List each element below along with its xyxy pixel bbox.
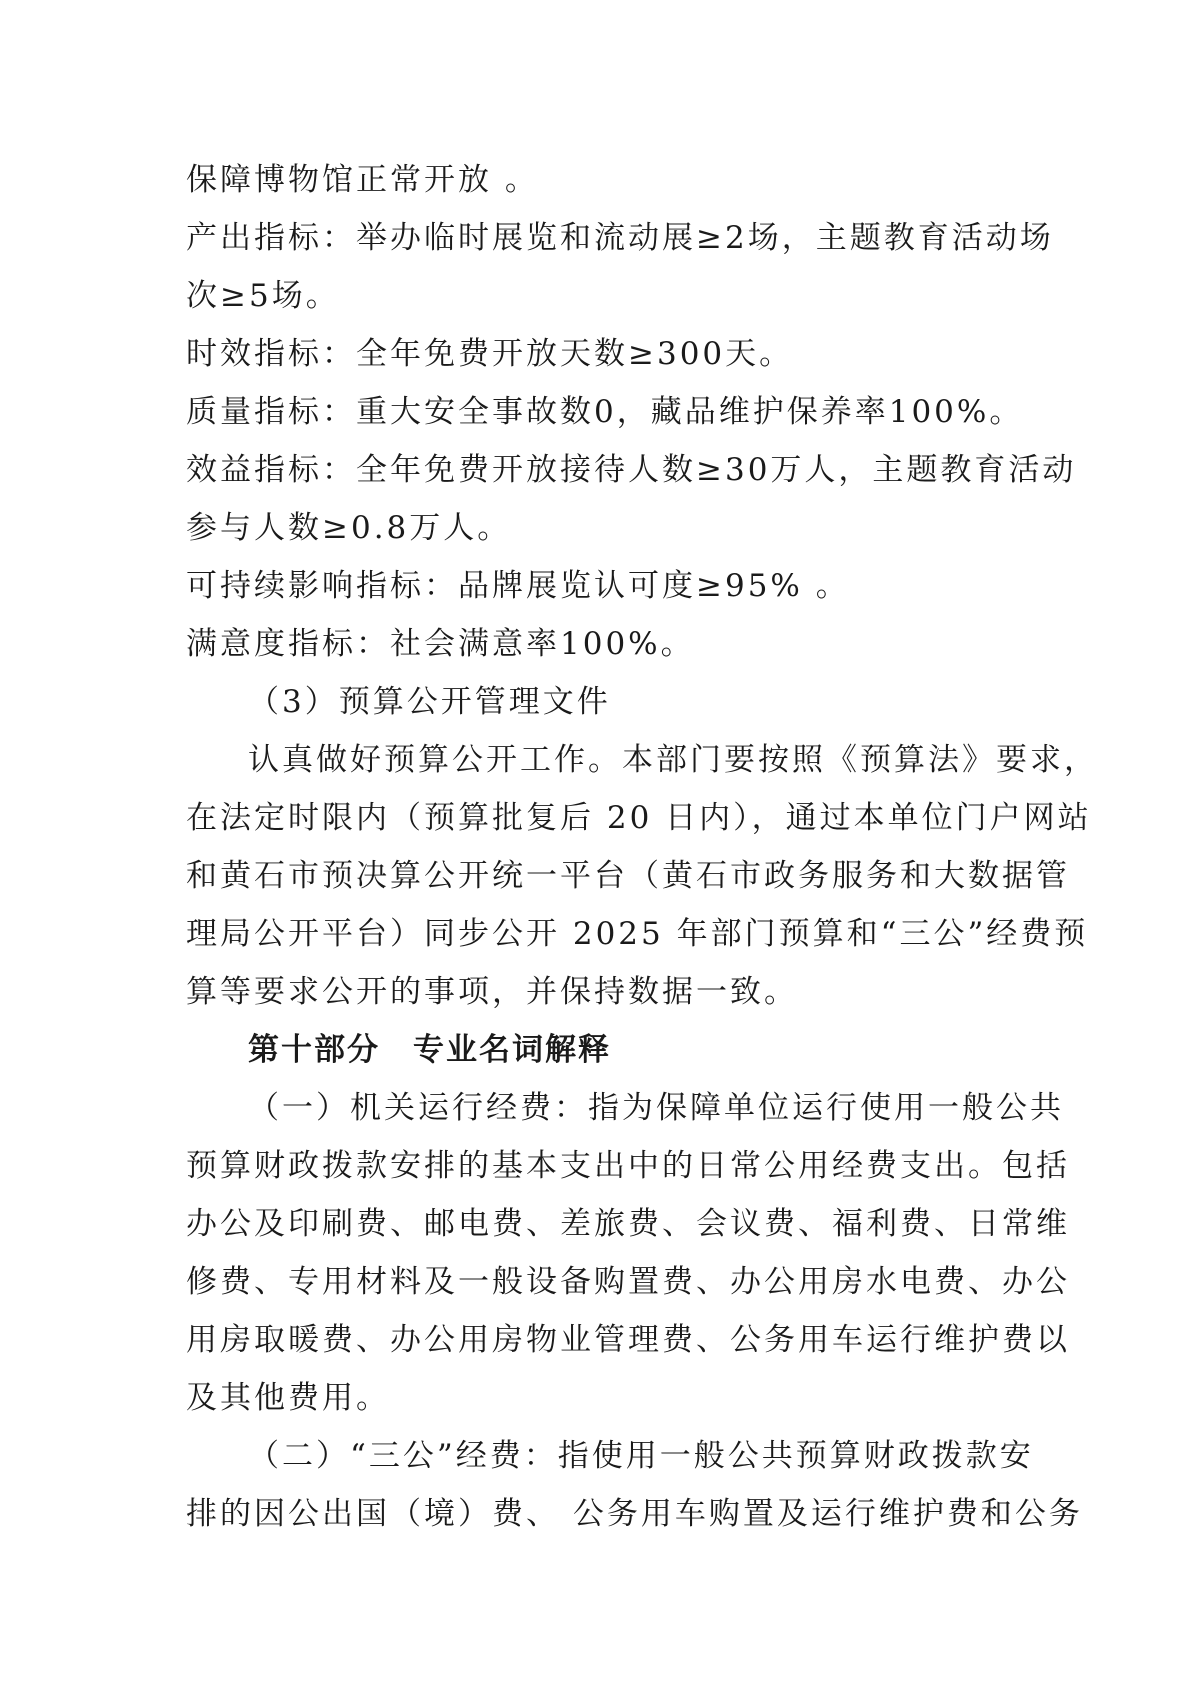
paragraph-line: （一）机关运行经费：指为保障单位运行使用一般公共	[248, 1090, 1064, 1126]
text-line: 效益指标：全年免费开放接待人数≥30万人，主题教育活动	[186, 452, 1077, 488]
text-line: 保障博物馆正常开放 。	[186, 162, 539, 198]
text-line: 满意度指标：社会满意率100%。	[186, 626, 695, 662]
paragraph-line: （二）“三公”经费：指使用一般公共预算财政拨款安	[248, 1438, 1034, 1474]
paragraph-line: 理局公开平台）同步公开 2025 年部门预算和“三公”经费预	[186, 916, 1089, 952]
paragraph-line: 用房取暖费、办公用房物业管理费、公务用车运行维护费以	[186, 1322, 1070, 1358]
paragraph-line: 在法定时限内（预算批复后 20 日内），通过本单位门户网站	[186, 800, 1092, 836]
subsection-title: （3）预算公开管理文件	[248, 684, 611, 720]
paragraph-line: 认真做好预算公开工作。本部门要按照《预算法》要求，	[248, 742, 1098, 778]
paragraph-line: 预算财政拨款安排的基本支出中的日常公用经费支出。包括	[186, 1148, 1070, 1184]
text-line: 产出指标：举办临时展览和流动展≥2场，主题教育活动场	[186, 220, 1054, 256]
paragraph-line: 排的因公出国（境）费、 公务用车购置及运行维护费和公务	[186, 1496, 1083, 1532]
text-line: 次≥5场。	[186, 278, 340, 314]
paragraph-line: 及其他费用。	[186, 1380, 390, 1416]
paragraph-line: 和黄石市预决算公开统一平台（黄石市政务服务和大数据管	[186, 858, 1070, 894]
text-line: 质量指标：重大安全事故数0，藏品维护保养率100%。	[186, 394, 1024, 430]
paragraph-line: 修费、专用材料及一般设备购置费、办公用房水电费、办公	[186, 1264, 1070, 1300]
text-line: 时效指标：全年免费开放天数≥300天。	[186, 336, 794, 372]
paragraph-line: 算等要求公开的事项，并保持数据一致。	[186, 974, 798, 1010]
paragraph-line: 办公及印刷费、邮电费、差旅费、会议费、福利费、日常维	[186, 1206, 1070, 1242]
section-heading: 第十部分 专业名词解释	[248, 1032, 611, 1068]
text-line: 参与人数≥0.8万人。	[186, 510, 512, 546]
text-line: 可持续影响指标：品牌展览认可度≥95% 。	[186, 568, 850, 604]
